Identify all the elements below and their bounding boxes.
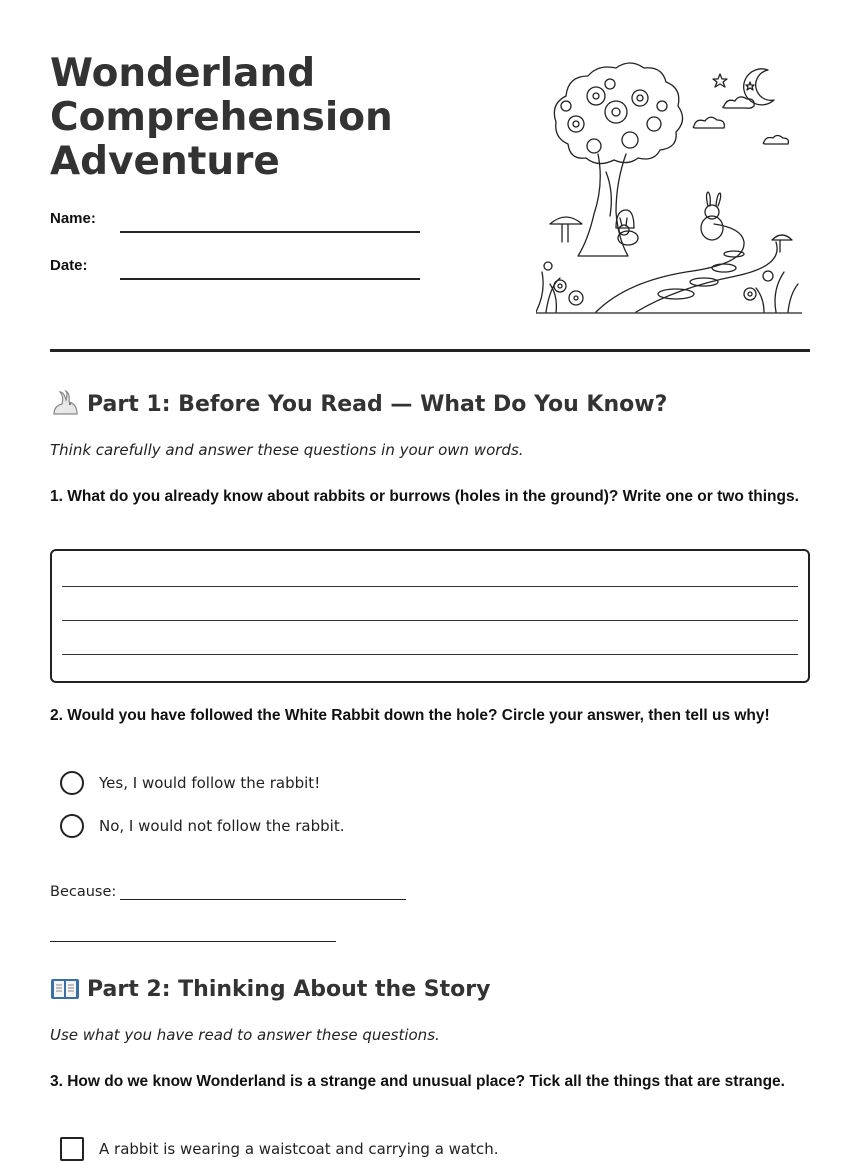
question-2: 2. Would you have followed the White Rabbit down the hole? Circle your answer, then tell us why! bbox=[50, 707, 770, 724]
date-label: Date: bbox=[50, 257, 88, 274]
because-field[interactable] bbox=[50, 884, 406, 900]
because-extra-line[interactable] bbox=[50, 941, 336, 942]
part1-heading bbox=[50, 390, 667, 418]
worksheet-header bbox=[50, 0, 810, 352]
part2-heading-text: Part 2: Thinking About the Story bbox=[87, 976, 491, 1002]
part2-instructions: Use what you have read to answer these questions. bbox=[50, 1026, 440, 1044]
option-label: Yes, I would follow the rabbit! bbox=[99, 774, 321, 792]
because-label: Because: bbox=[50, 884, 117, 900]
q3-option-1[interactable] bbox=[60, 1136, 499, 1162]
q2-option-no[interactable] bbox=[60, 813, 344, 839]
name-write-line[interactable] bbox=[120, 231, 420, 233]
radio-circle[interactable] bbox=[60, 771, 84, 795]
option-label: A rabbit is wearing a waistcoat and carrying a watch. bbox=[99, 1140, 499, 1158]
date-field[interactable] bbox=[50, 255, 420, 285]
question-1-answer-box[interactable] bbox=[50, 549, 810, 683]
wonderland-tree-illustration bbox=[536, 62, 802, 314]
option-label: No, I would not follow the rabbit. bbox=[99, 817, 345, 835]
checkbox[interactable] bbox=[60, 1137, 84, 1161]
radio-circle[interactable] bbox=[60, 814, 84, 838]
answer-line[interactable] bbox=[62, 654, 798, 655]
part1-heading-text: Part 1: Before You Read — What Do You Know? bbox=[87, 391, 668, 417]
name-field[interactable] bbox=[50, 208, 420, 238]
rabbit-icon bbox=[50, 390, 80, 418]
part2-heading bbox=[50, 975, 490, 1003]
header-divider bbox=[50, 349, 810, 352]
answer-line[interactable] bbox=[62, 620, 798, 621]
worksheet-page bbox=[50, 0, 810, 1158]
name-label: Name: bbox=[50, 210, 96, 227]
answer-line[interactable] bbox=[62, 586, 798, 587]
open-book-icon bbox=[50, 975, 80, 1003]
question-3: 3. How do we know Wonderland is a strange and unusual place? Tick all the things that are strange. bbox=[50, 1073, 785, 1090]
because-write-line[interactable] bbox=[120, 885, 406, 900]
worksheet-title: Wonderland Comprehension Adventure bbox=[50, 51, 393, 184]
part1-instructions: Think carefully and answer these questions in your own words. bbox=[50, 441, 524, 459]
date-write-line[interactable] bbox=[120, 278, 420, 280]
question-1: 1. What do you already know about rabbits or burrows (holes in the ground)? Write one or two things. bbox=[50, 488, 799, 505]
q2-option-yes[interactable] bbox=[60, 770, 320, 796]
